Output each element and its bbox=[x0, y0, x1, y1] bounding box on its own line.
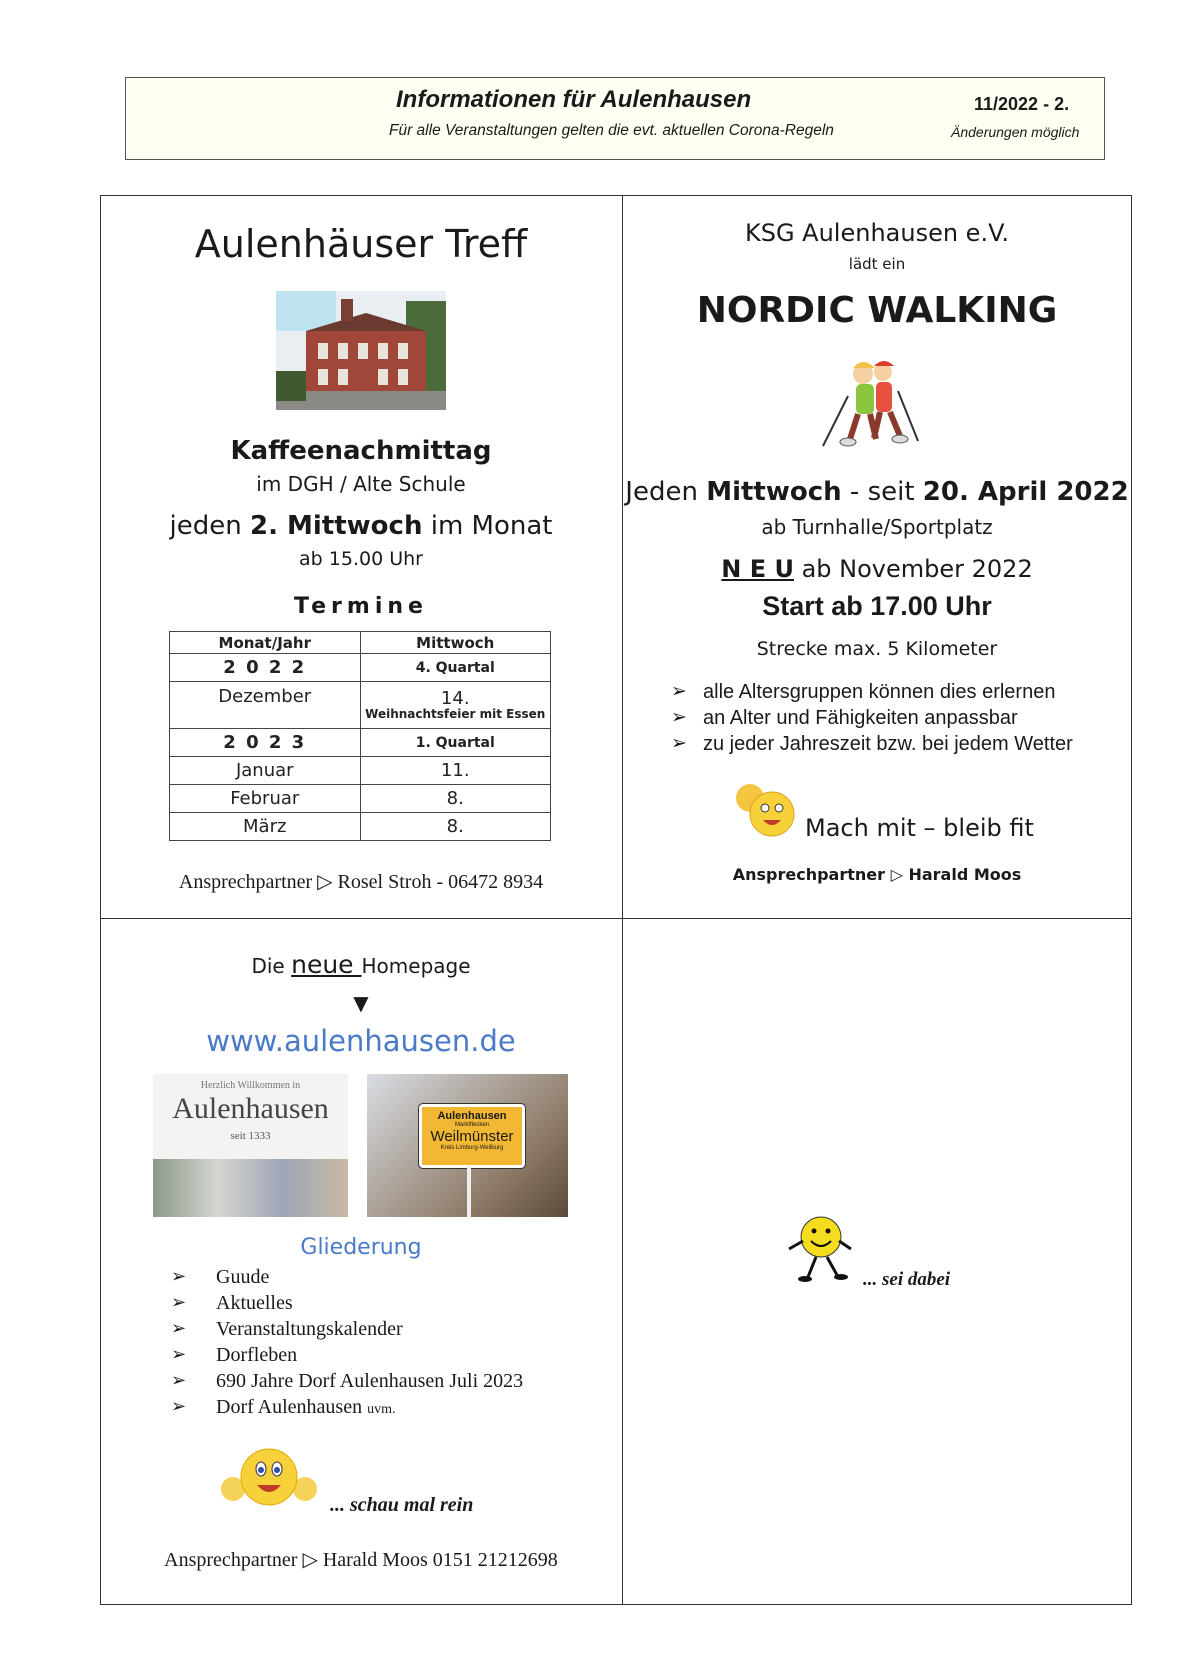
double-thumbs-smiley-icon bbox=[219, 1447, 319, 1513]
distance: Strecke max. 5 Kilometer bbox=[756, 638, 998, 660]
bullet-arrow-icon: ➢ bbox=[671, 681, 687, 702]
nordic-location: ab Turnhalle/Sportplatz bbox=[761, 515, 993, 539]
table-row bbox=[170, 757, 551, 785]
nordic-title: NORDIC WALKING bbox=[696, 290, 1058, 331]
new-text: ab November 2022 bbox=[793, 555, 1033, 583]
table-cell: 1. Quartal bbox=[360, 729, 551, 757]
table-cell: 2 0 2 3 bbox=[170, 729, 361, 757]
homepage-cta: ... schau mal rein bbox=[330, 1494, 474, 1516]
sign-post bbox=[467, 1166, 471, 1217]
table-cell: 11. bbox=[360, 757, 551, 785]
town-sign bbox=[419, 1104, 525, 1168]
header-title: Informationen für Aulenhausen bbox=[396, 86, 752, 113]
table-header: Monat/Jahr bbox=[170, 632, 361, 654]
nordic-walker-illustration bbox=[818, 356, 933, 455]
outline-item: Aktuelles bbox=[216, 1292, 293, 1314]
extra-cta: ... sei dabei bbox=[863, 1269, 951, 1290]
sign-line4: Kreis Limburg-Weilburg bbox=[440, 1145, 504, 1151]
event-location: im DGH / Alte Schule bbox=[256, 472, 466, 496]
nordic-bullet: zu jeder Jahreszeit bzw. bei jedem Wetter bbox=[703, 733, 1073, 755]
bullet-arrow-icon: ➢ bbox=[171, 1396, 187, 1417]
intro-pre: Die bbox=[251, 954, 292, 978]
treff-contact: Ansprechpartner ▷ Rosel Stroh - 06472 8934 bbox=[178, 871, 544, 893]
table-cell: Februar bbox=[170, 785, 361, 813]
club-name: KSG Aulenhausen e.V. bbox=[744, 219, 1010, 247]
table-cell: 8. bbox=[360, 785, 551, 813]
nordic-schedule bbox=[622, 477, 1132, 507]
table-cell: 4. Quartal bbox=[360, 654, 551, 682]
when-mid: - seit bbox=[841, 477, 923, 507]
table-cell: 8. bbox=[360, 813, 551, 841]
homepage-contact: Ansprechpartner ▷ Harald Moos 0151 21212698 bbox=[164, 1549, 558, 1571]
nordic-bullet: an Alter und Fähigkeiten anpassbar bbox=[703, 707, 1018, 729]
table-header: Mittwoch bbox=[360, 632, 551, 654]
grid-divider-vertical bbox=[622, 195, 623, 1605]
outline-item: Veranstaltungskalender bbox=[216, 1318, 403, 1340]
welcome-line3: seit 1333 bbox=[230, 1130, 271, 1142]
event-schedule bbox=[100, 511, 622, 541]
thumbs-up-smiley-icon bbox=[730, 778, 798, 840]
table-row bbox=[170, 785, 551, 813]
intro-new: neue bbox=[291, 950, 362, 979]
down-arrow-icon: ▼ bbox=[353, 991, 369, 1015]
header-banner bbox=[125, 77, 1105, 160]
outline-item: 690 Jahre Dorf Aulenhausen Juli 2023 bbox=[216, 1370, 524, 1392]
sign-line3: Weilmünster bbox=[430, 1128, 514, 1145]
table-cell: Januar bbox=[170, 757, 361, 785]
bullet-arrow-icon: ➢ bbox=[671, 733, 687, 754]
schedule-post: im Monat bbox=[422, 511, 553, 541]
welcome-line2: Aulenhausen bbox=[172, 1092, 329, 1125]
intro-post: Homepage bbox=[361, 954, 471, 978]
table-row bbox=[170, 654, 551, 682]
outline-item-text: Dorf Aulenhausen bbox=[216, 1396, 363, 1418]
village-illustration bbox=[153, 1159, 348, 1217]
when-pre: Jeden bbox=[625, 477, 707, 507]
bullet-arrow-icon: ➢ bbox=[671, 707, 687, 728]
content-grid bbox=[100, 195, 1132, 1605]
table-cell: März bbox=[170, 813, 361, 841]
homepage-intro bbox=[100, 950, 622, 979]
bullet-arrow-icon: ➢ bbox=[171, 1266, 187, 1287]
grid-divider-horizontal bbox=[100, 918, 1132, 919]
date-note: Weihnachtsfeier mit Essen bbox=[365, 707, 546, 722]
outline-item: Dorfleben bbox=[216, 1344, 298, 1366]
event-time: ab 15.00 Uhr bbox=[299, 548, 423, 570]
table-cell: 2 0 2 2 bbox=[170, 654, 361, 682]
sign-line2: Marktflecken bbox=[454, 1122, 489, 1128]
outline-title: Gliederung bbox=[300, 1235, 422, 1260]
bullet-arrow-icon: ➢ bbox=[171, 1370, 187, 1391]
issue-number: 11/2022 - 2. bbox=[974, 94, 1070, 114]
bullet-arrow-icon: ➢ bbox=[171, 1292, 187, 1313]
dancing-smiley-icon bbox=[781, 1211, 856, 1284]
table-row bbox=[170, 813, 551, 841]
nordic-bullet: alle Altersgruppen können dies erlernen bbox=[703, 681, 1056, 703]
changes-note: Änderungen möglich bbox=[951, 124, 1080, 140]
date-value: 14. bbox=[440, 687, 470, 709]
homepage-url-link[interactable]: www.aulenhausen.de bbox=[206, 1024, 516, 1058]
town-sign-photo bbox=[367, 1074, 568, 1217]
table-row bbox=[170, 682, 551, 729]
slogan: Mach mit – bleib fit bbox=[805, 814, 1034, 842]
termine-heading: Termine bbox=[294, 594, 428, 619]
outline-suffix: uvm. bbox=[367, 1402, 396, 1417]
new-notice bbox=[622, 555, 1132, 583]
new-label: N E U bbox=[721, 555, 794, 583]
schedule-pre: jeden bbox=[169, 511, 250, 541]
event-title: Kaffeenachmittag bbox=[230, 436, 492, 466]
when-day: Mittwoch bbox=[706, 477, 842, 507]
table-row bbox=[170, 729, 551, 757]
table-cell bbox=[360, 682, 551, 729]
bullet-arrow-icon: ➢ bbox=[171, 1344, 187, 1365]
when-date: 20. April 2022 bbox=[922, 477, 1129, 507]
schedule-bold: 2. Mittwoch bbox=[249, 511, 423, 541]
termine-table bbox=[169, 631, 551, 841]
welcome-image bbox=[153, 1074, 348, 1217]
school-building-photo bbox=[276, 291, 446, 410]
header-subtitle: Für alle Veranstaltungen gelten die evt. aktuellen Corona-Regeln bbox=[389, 122, 834, 139]
outline-item: Guude bbox=[216, 1266, 270, 1288]
welcome-line1: Herzlich Willkommen in bbox=[200, 1080, 301, 1091]
sign-line1: Aulenhausen bbox=[437, 1110, 507, 1122]
start-time: Start ab 17.00 Uhr bbox=[762, 591, 992, 621]
table-cell: Dezember bbox=[170, 682, 361, 729]
treff-title: Aulenhäuser Treff bbox=[194, 222, 528, 266]
outline-item bbox=[216, 1396, 395, 1419]
bullet-arrow-icon: ➢ bbox=[171, 1318, 187, 1339]
nordic-contact: Ansprechpartner ▷ Harald Moos bbox=[732, 865, 1022, 884]
invites-text: lädt ein bbox=[848, 255, 906, 273]
